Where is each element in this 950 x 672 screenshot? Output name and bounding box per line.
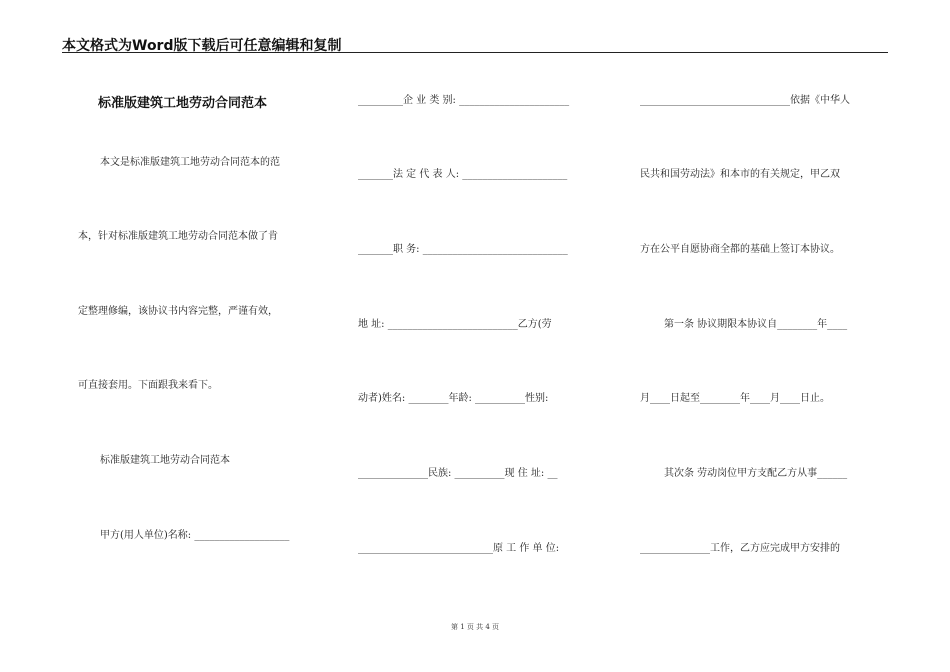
col3-line-5: 月____日起至________年____月____日止。 bbox=[640, 393, 830, 404]
col1-line-4: 可直接套用。下面跟我来看下。 bbox=[78, 380, 218, 391]
col2-line-6: ______________民族: __________现 住 址: __ bbox=[358, 468, 558, 479]
col3-line-4: 第一条 协议期限本协议自________年____ bbox=[664, 319, 848, 330]
col2-line-4: 地 址: __________________________乙方(劳 bbox=[358, 319, 552, 330]
col2-line-7: ___________________________原 工 作 单 位: bbox=[358, 543, 560, 554]
col3-line-7: ______________工作，乙方应完成甲方安排的 bbox=[640, 543, 840, 554]
col2-line-3: _______职 务: _____________________________ bbox=[358, 244, 568, 255]
col2-line-2: _______法 定 代 表 人: _____________________ bbox=[358, 169, 568, 180]
col3-line-6: 其次条 劳动岗位甲方支配乙方从事______ bbox=[664, 468, 848, 479]
col3-line-3: 方在公平自愿协商全都的基础上签订本协议。 bbox=[640, 244, 840, 255]
col1-line-5: 标准版建筑工地劳动合同范本 bbox=[100, 455, 230, 466]
document-title: 标准版建筑工地劳动合同范本 bbox=[98, 96, 268, 111]
col3-line-1: ______________________________依据《中华人 bbox=[640, 95, 850, 106]
col2-line-1: _________企 业 类 别: ______________________ bbox=[358, 95, 570, 106]
col3-line-2: 民共和国劳动法》和本市的有关规定，甲乙双 bbox=[640, 169, 840, 180]
header-rule bbox=[62, 52, 888, 53]
header-banner: 本文格式为Word版下载后可任意编辑和复制 bbox=[62, 38, 342, 54]
col1-line-3: 定整理修编，该协议书内容完整，严谨有效， bbox=[78, 306, 278, 317]
col2-line-5: 动者)姓名: ________年龄: __________性别: bbox=[358, 393, 549, 404]
col1-line-1: 本文是标准版建筑工地劳动合同范本的范 bbox=[100, 157, 280, 168]
col1-line-2: 本，针对标准版建筑工地劳动合同范本做了肯 bbox=[78, 231, 278, 242]
page-footer: 第 1 页 共 4 页 bbox=[450, 623, 500, 631]
col1-line-6: 甲方(用人单位)名称: ___________________ bbox=[100, 530, 290, 541]
